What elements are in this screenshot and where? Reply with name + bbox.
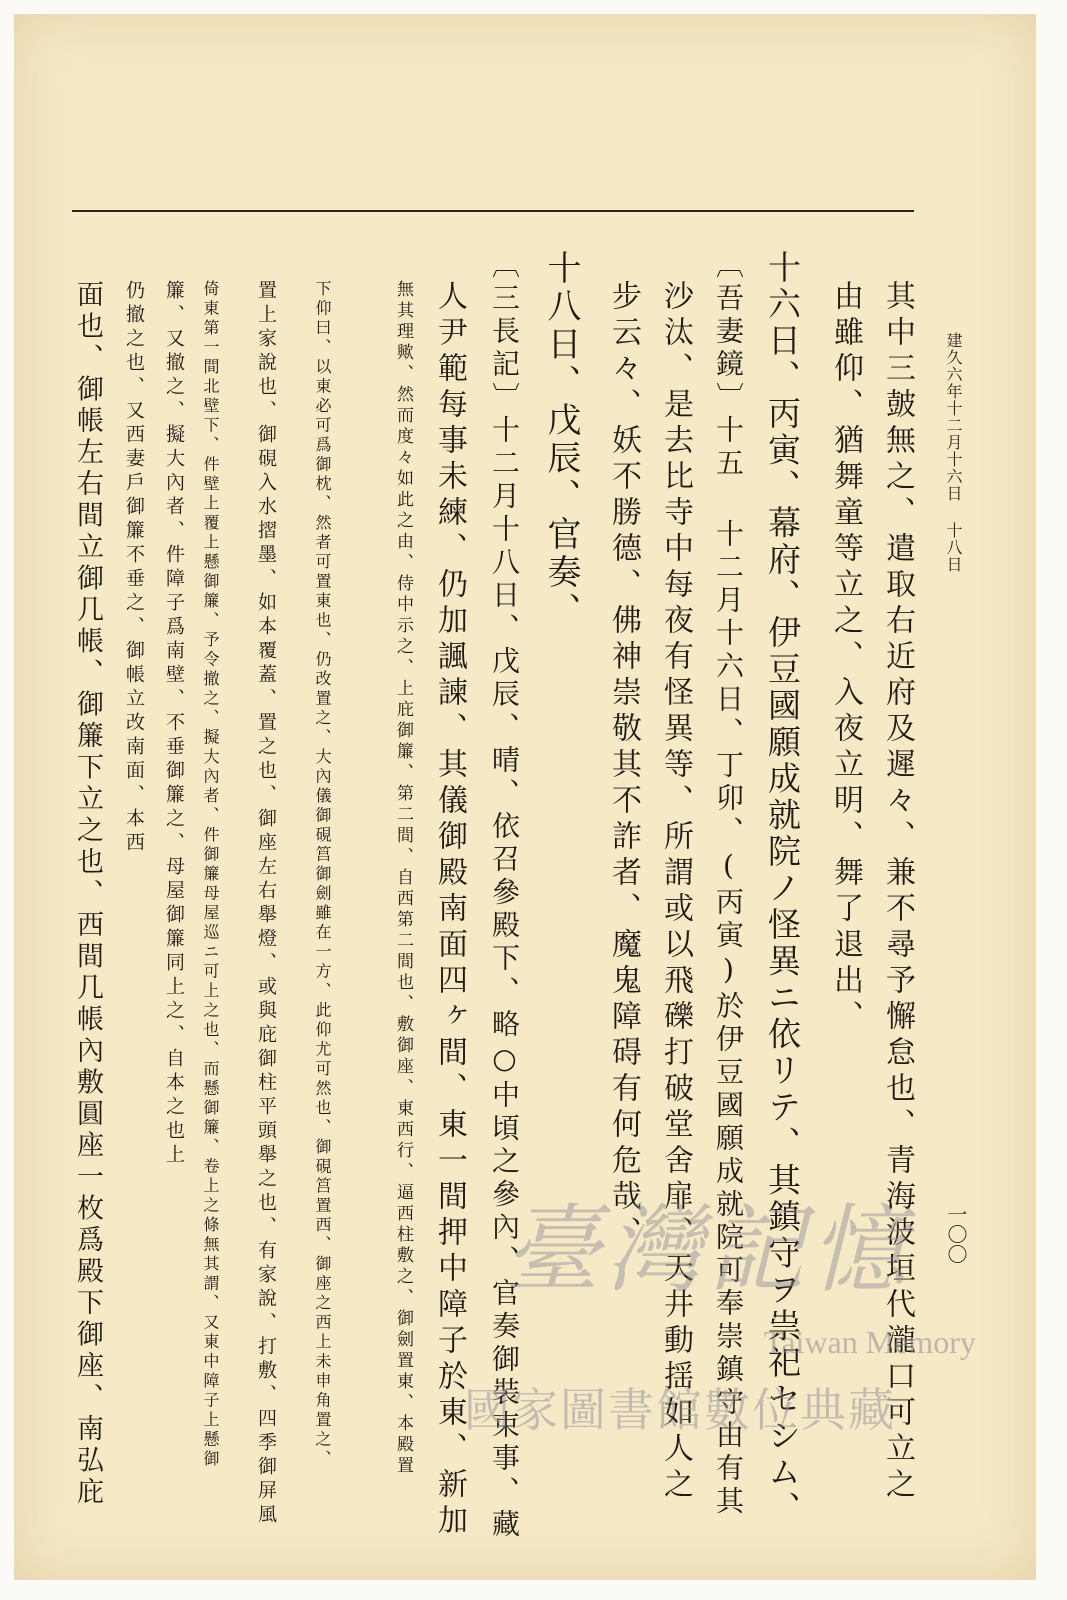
entry-heading-18: 十八日、戊辰、官奏、 <box>541 250 581 630</box>
text-column-6: 步云々、妖不勝德、佛神崇敬其不詐者、魔鬼障碍有何危哉、 <box>606 280 641 1252</box>
book-page <box>14 14 1036 1580</box>
watermark-chinese: 國家圖書館數位典藏 <box>464 1383 896 1437</box>
entry-heading-16: 十六日、丙寅、幕府、伊豆國願成就院ノ怪異ニ依リテ、其鎮守ヲ祟祀セシム、 <box>763 250 802 1528</box>
annotation-column-15: 仍撤之也、又西妻戶御簾不垂之、御帳立改南面、本西 <box>123 280 145 856</box>
running-title: 建久六年十二月十六日 十八日 <box>944 332 963 573</box>
header-rule <box>72 210 914 212</box>
text-column-16: 面也、御帳左右間立御几帳、御簾下立之也、西間几帳內敷圓座一枚爲殿下御座、南弘庇 <box>72 280 103 1509</box>
watermark-calligraphy: 臺灣記憶 <box>504 1194 912 1306</box>
annotation-column-11: 下仰曰、以東必可爲御枕、然者可置東也、仍改置之、大內儀御硯筥御劍雖在一方、此仰尤可然也、御硯筥置西、御座之西上未申角置之、 <box>313 280 332 1470</box>
annotation-column-14: 簾、又撤之、擬大內者、件障子爲南壁、不垂御簾之、母屋御簾同上之、自本之也上 <box>163 280 185 1168</box>
text-column-5: 沙汰、是去比寺中每夜有怪異等、所謂或以飛礫打破堂舍扉、天井動揺如人之 <box>658 280 693 1504</box>
citation-azuma-kagami: 〔吾妻鏡〕十五 十二月十六日、丁卯、(丙寅)於伊豆國願成就院可奉崇鎮守由有其 <box>712 250 745 1519</box>
annotation-column-12: 置上家說也、御硯入水摺墨、如本覆蓋、置之也、御座左右舉燈、或與庇御柱平頭舉之也、有家說、打敷、四季御屏風 <box>255 280 277 1528</box>
text-column-9: 人尹範每事未練、仍加諷諫、其儀御殿南面四ヶ間、東一間押中障子於東、新加 <box>432 280 467 1540</box>
text-column-1: 其中三皷無之、遣取右近府及遲々、兼不尋予懈怠也、青海波垣代瀧口可立之 <box>880 280 915 1504</box>
page-number: 一〇〇 <box>944 1204 968 1264</box>
watermark-english: Taiwan Memory <box>764 1324 976 1360</box>
citation-sanchoki: 〔三長記〕十二月十八日、戊辰、晴、依召參殿下、略○中頃之參內、官奏御裝束事、藏 <box>488 250 521 1542</box>
annotation-column-10: 無其理歟、然而度々如此之由、侍中示之、上庇御簾、第二間、自西第二間也、敷御座、東西行、逼西柱敷之、御劍置東、本殿置 <box>393 280 413 1477</box>
text-column-2: 由雖仰、猶舞童等立之、入夜立明、舞了退出、 <box>828 280 863 1036</box>
annotation-column-13: 倚東第一間北壁下、件壁上覆上懸御簾、予令撤之、擬大內者、件御簾母屋巡ニ可上之也、而懸御簾、卷上之條無其謂、又東中障子上懸御 <box>201 280 220 1470</box>
